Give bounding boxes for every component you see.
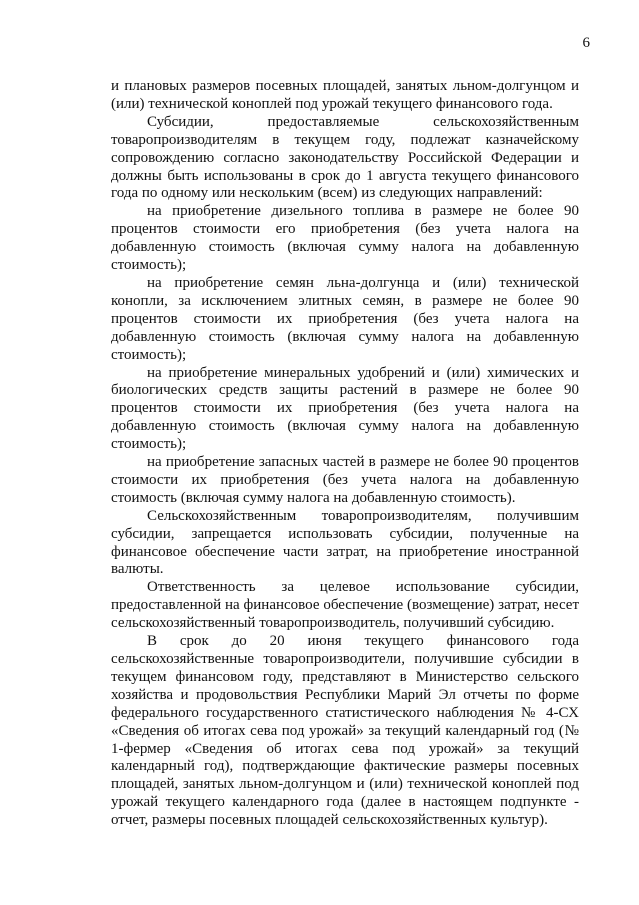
paragraph-reporting-deadline: В срок до 20 июня текущего финансового года сельскохозяйственные товаропроизводители, получившие субсидии в текущем финансовом году, представляют в Министерство сельского хозяйства и продовольствия Республики Марий Эл отчеты по форме федерального государственного статистического наблюдения № 4-СХ «Сведения об итогах сева под урожай» за текущий календарный год (№ 1-фермер «Сведения об итогах сева под урожай» за текущий календарный год), подтверждающие фактические размеры посевных площадей, занятых льном-долгунцом и (или) технической коноплей под урожай текущего календарного года (далее в настоящем подпункте - отчет, размеры посевных площадей сельскохозяйственных культур).	[111, 633, 579, 829]
paragraph-responsibility: Ответственность за целевое использование субсидии, предоставленной на финансовое обеспечение (возмещение) затрат, несет сельскохозяйственный товаропроизводитель, получивший субсидию.	[111, 579, 579, 632]
paragraph-diesel-fuel: на приобретение дизельного топлива в размере не более 90 процентов стоимости его приобретения (без учета налога на добавленную стоимость (включая сумму налога на добавленную стоимость);	[111, 203, 579, 274]
document-body	[111, 78, 579, 830]
paragraph-continuation: и плановых размеров посевных площадей, занятых льном-долгунцом и (или) технической коноплей под урожай текущего финансового года.	[111, 78, 579, 112]
paragraph-spare-parts: на приобретение запасных частей в размере не более 90 процентов стоимости их приобретения (без учета налога на добавленную стоимость (включая сумму налога на добавленную стоимость).	[111, 454, 579, 506]
paragraph-flax-seeds: на приобретение семян льна-долгунца и (или) технической конопли, за исключением элитных семян, в размере не более 90 процентов стоимости их приобретения (без учета налога на добавленную стоимость (включая сумму налога на добавленную стоимость);	[111, 274, 579, 363]
paragraph-subsidies-purpose: Субсидии, предоставляемые сельскохозяйственным товаропроизводителям в текущем году, подлежат казначейскому сопровождению согласно законодательству Российской Федерации и должны быть использованы в срок до 1 августа текущего финансового года по одному или нескольким (всем) из следующих направлений:	[111, 113, 579, 202]
paragraph-currency-prohibition: Сельскохозяйственным товаропроизводителям, получившим субсидии, запрещается использовать субсидии, полученные на финансовое обеспечение части затрат, на приобретение иностранной валюты.	[111, 507, 579, 578]
page-number: 6	[582, 35, 590, 51]
paragraph-fertilizers: на приобретение минеральных удобрений и (или) химических и биологических средств защиты растений в размере не более 90 процентов стоимости их приобретения (без учета налога на добавленную стоимость (включая сумму налога на добавленную стоимость);	[111, 364, 579, 453]
